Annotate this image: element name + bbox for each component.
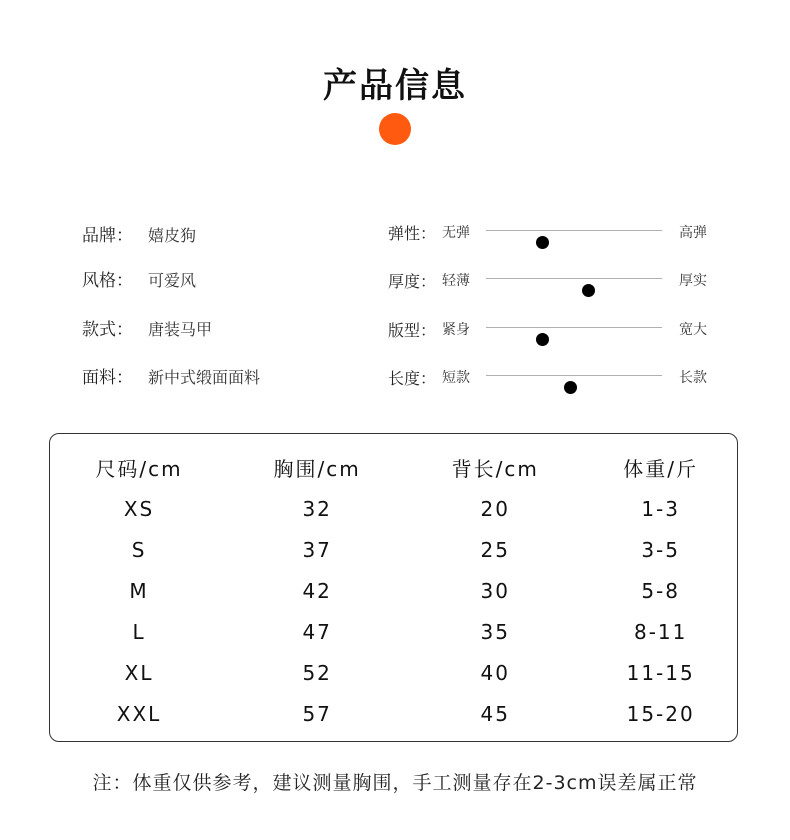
cell-size: XS [123,496,155,521]
attr-design [82,315,212,340]
slider-fit-track [486,327,662,328]
cell-chest: 57 [302,701,332,726]
cell-back-length: 25 [480,537,510,562]
cell-back-length: 30 [480,578,510,603]
slider-fit [388,315,718,341]
slider-elasticity-max: 高弹 [679,225,707,241]
size-table-header-row [50,447,737,488]
cell-weight: 1-3 [641,496,680,521]
slider-length-track [486,375,662,376]
size-table [50,447,737,734]
slider-fit-max: 宽大 [679,322,707,338]
slider-fit-min: 紧身 [442,322,470,338]
cell-back-length: 20 [480,496,510,521]
slider-length [388,363,718,389]
cell-chest: 42 [302,578,332,603]
slider-thickness-min: 轻薄 [442,273,470,289]
attr-fabric [82,363,260,388]
attr-style-value: 可爱风 [148,271,197,290]
attr-brand-value: 嬉皮狗 [148,226,197,245]
attr-fabric-label: 面料： [82,368,133,388]
measurement-note: 注：体重仅供参考，建议测量胸围，手工测量存在2-3cm误差属正常 [92,772,698,794]
slider-thickness-label: 厚度： [388,272,437,291]
slider-elasticity-knob [536,236,549,249]
header-weight: 体重/斤 [623,457,699,481]
header-size: 尺码/cm [95,457,183,481]
slider-elasticity-track [486,230,662,231]
slider-thickness-track [486,278,662,279]
slider-elasticity-label: 弹性： [388,224,437,243]
cell-chest: 37 [302,537,332,562]
cell-weight: 5-8 [641,578,680,603]
cell-weight: 8-11 [633,619,688,644]
cell-size: M [129,578,149,603]
slider-length-label: 长度： [388,369,437,388]
cell-weight: 11-15 [626,660,695,685]
cell-size: XL [124,660,154,685]
slider-thickness-max: 厚实 [679,273,707,289]
slider-fit-label: 版型： [388,321,437,340]
table-row [50,611,737,652]
cell-chest: 52 [302,660,332,685]
slider-thickness-knob [582,284,595,297]
table-row [50,652,737,693]
cell-back-length: 40 [480,660,510,685]
cell-weight: 3-5 [641,537,680,562]
cell-back-length: 35 [480,619,510,644]
attr-brand-label: 品牌： [82,226,133,246]
header-back-length: 背长/cm [451,457,539,481]
cell-chest: 47 [302,619,332,644]
slider-thickness [388,266,718,292]
slider-elasticity [388,218,718,244]
cell-weight: 15-20 [626,701,695,726]
cell-size: S [131,537,147,562]
attr-design-label: 款式： [82,320,133,340]
slider-elasticity-min: 无弹 [442,225,470,241]
table-row [50,488,737,529]
attr-style-label: 风格： [82,271,133,291]
table-row [50,570,737,611]
slider-length-knob [564,381,577,394]
cell-size: L [132,619,146,644]
accent-dot [379,113,411,145]
cell-back-length: 45 [480,701,510,726]
cell-chest: 32 [302,496,332,521]
size-chart [49,433,738,742]
cell-size: XXL [116,701,162,726]
header-chest: 胸围/cm [273,457,361,481]
slider-length-max: 长款 [679,370,707,386]
attr-brand [82,221,196,246]
table-row [50,529,737,570]
page-title: 产品信息 [323,66,467,106]
attr-style [82,266,196,291]
table-row [50,693,737,734]
attr-fabric-value: 新中式缎面面料 [148,368,261,387]
slider-fit-knob [536,333,549,346]
slider-length-min: 短款 [442,370,470,386]
attr-design-value: 唐装马甲 [148,320,213,339]
